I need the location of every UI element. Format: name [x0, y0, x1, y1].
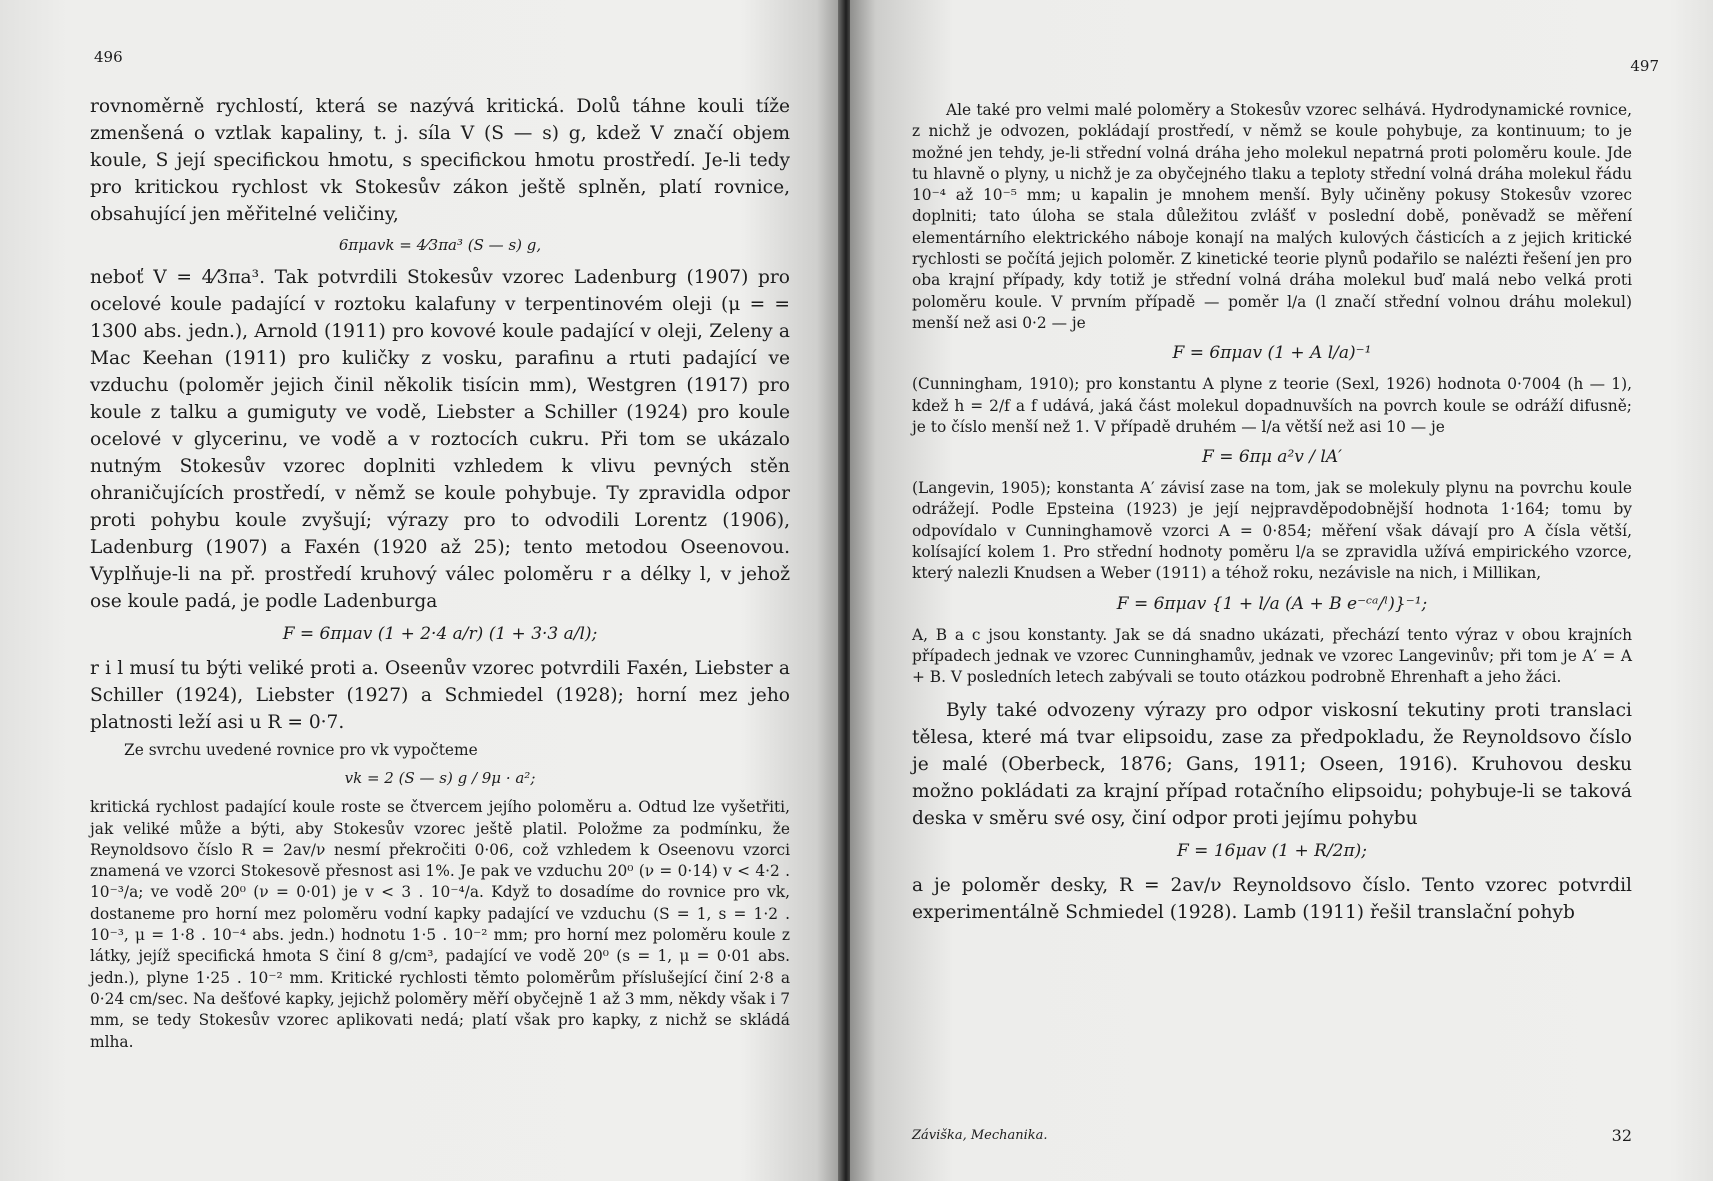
paragraph: (Cunningham, 1910); pro konstantu A plyne z teorie (Sexl, 1926) hodnota 0·7004 (h — 1), kdež h = 2/f a f udává, jaká část molekul dopadnuvších na povrch koule se odráží difusně; je to číslo menší než 1. V případě druhém — l/a větší než asi 10 — je	[912, 375, 1632, 436]
equation: F = 6πμ a²v / lA′	[1202, 447, 1342, 468]
equation: F = 16μav (1 + R/2π);	[1176, 840, 1368, 861]
left-page	[0, 0, 842, 1181]
right-page-text	[912, 100, 1632, 926]
paragraph: A, B a c jsou konstanty. Jak se dá snadno ukázati, přechází tento výraz v obou krajních případech jednak ve vzorec Cunninghamův, jednak ve vzorec Langevinův; při tom je A′ = A + B. V posledních letech zabývali se touto otázkou podrobně Ehrenhaft a jeho žáci.	[912, 625, 1632, 687]
equation: F = 6πμav {1 + l/a (A + B e⁻ᶜᵃ/ˡ)}⁻¹;	[1116, 593, 1428, 614]
right-page	[850, 0, 1713, 1181]
page-footer	[912, 1128, 1632, 1143]
paragraph: (Langevin, 1905); konstanta A′ závisí zase na tom, jak se molekuly plynu na povrchu koule odrážejí. Podle Epsteina (1923) je její nejpravděpodobnější hodnota 1·164; tomu by odpovídalo v Cunninghamově vzorci A = 0·854; měření však dávají pro A čísla větší, kolísající kolem 1. Pro střední hodnoty poměru l/a se zpravidla užívá empirického vzorce, který nalezli Knudsen a Weber (1911) a téhož roku, nezávisle na nich, i Millikan,	[912, 479, 1632, 583]
equation: F = 6πμav (1 + 2·4 a/r) (1 + 3·3 a/l);	[282, 624, 598, 644]
equation: 6πμavk = 4⁄3πa³ (S — s) g,	[338, 236, 542, 254]
page-number: 497	[1630, 57, 1659, 75]
paragraph: Ale také pro velmi malé poloměry a Stokesův vzorec selhává. Hydrodynamické rovnice, z nichž je odvozen, pokládají prostředí, v němž se koule pohybuje, za kontinuum; to je možné jen tehdy, je-li střední volná dráha jeho molekul nepatrná proti poloměru koule. Jde tu hlavně o plyny, u nichž je za obyčejného tlaku a teploty střední volná dráha molekul řádu 10⁻⁴ až 10⁻⁵ mm; u kapalin je mnohem menší. Byly učiněny pokusy Stokesův vzorec doplniti; tato úloha se stala důležitou zvlášť v poslední době, poněvadž se měření elementárního elektrického náboje konají na malých kulových částicích a z jejich kritické rychlosti se počítá jejich poloměr. Z kinetické teorie plynů podařilo se nalézti řešení jen pro oba krajní případy, kdy totiž je střední volná dráha molekul buď malá nebo velká proti poloměru koule. V prvním případě — poměr l/a (l značí střední volnou dráhu molekul) menší než asi 0·2 — je	[912, 101, 1632, 332]
left-page-text	[90, 93, 790, 1053]
paragraph: r i l musí tu býti veliké proti a. Oseenův vzorec potvrdili Faxén, Liebster a Schiller (1924), Liebster (1927) a Schmiedel (1928); horní mez jeho platnosti leží asi u R = 0·7.	[90, 658, 790, 733]
footer-signature: 32	[1611, 1126, 1632, 1145]
equation: F = 6πμav (1 + A l/a)⁻¹	[1172, 343, 1372, 364]
paragraph: kritická rychlost padající koule roste se čtvercem jejího poloměru a. Odtud lze vyšetřiti, jak veliké může a býti, aby Stokesův vzorec ještě platil. Položme za podmínku, že Reynoldsovo číslo R = 2av/ν nesmí překročiti 0·06, což vzhledem k Oseenovu vzorci znamená ve vzorci Stokesově přesnost asi 1%. Je pak ve vzduchu 20⁰ (ν = 0·14) v < 4·2 . 10⁻³/a; ve vodě 20⁰ (ν = 0·01) je v < 3 . 10⁻⁴/a. Když to dosadíme do rovnice pro vk, dostaneme pro horní mez poloměru vodní kapky padající ve vzduchu (S = 1, s = 1·2 . 10⁻³, μ = 1·8 . 10⁻⁴ abs. jedn.) hodnotu 1·5 . 10⁻² mm; pro horní mez poloměru koule z látky, jejíž specifická hmota S činí 8 g/cm³, padající ve vodě 20⁰ (s = 1, μ = 0·01 abs. jedn.), plyne 1·25 . 10⁻² mm. Kritické rychlosti těmto poloměrům příslušející činí 2·8 a 0·24 cm/sec. Na dešťové kapky, jejichž poloměry měří obyčejně 1 až 3 mm, někdy však i 7 mm, se tedy Stokesův vzorec aplikovati nedá; platí však pro kapky, z nichž se skládá mlha.	[90, 798, 790, 1051]
paragraph: a je poloměr desky, R = 2av/ν Reynoldsovo číslo. Tento vzorec potvrdil experimentálně Schmiedel (1928). Lamb (1911) řešil translační pohyb	[912, 874, 1632, 923]
paragraph: rovnoměrně rychlostí, která se nazývá kritická. Dolů táhne kouli tíže zmenšená o vztlak kapaliny, t. j. síla V (S — s) g, kdež V značí objem koule, S její specifickou hmotu, s specifickou hmotu prostředí. Je-li tedy pro kritickou rychlost vk Stokesův zákon ještě splněn, platí rovnice, obsahující jen měřitelné veličiny,	[90, 96, 790, 225]
paragraph: Byly také odvozeny výrazy pro odpor viskosní tekutiny proti translaci tělesa, které má tvar elipsoidu, zase za předpokladu, že Reynoldsovo číslo je malé (Oberbeck, 1876; Gans, 1911; Oseen, 1916). Kruhovou desku možno pokládati za krajní případ rotačního elipsoidu; pohybuje-li se taková deska v směru své osy, činí odpor proti jejímu pohybu	[912, 699, 1632, 829]
page-number: 496	[94, 48, 123, 66]
footer-author: Záviška, Mechanika.	[912, 1128, 1048, 1143]
paragraph: neboť V = 4⁄3πa³. Tak potvrdili Stokesův vzorec Ladenburg (1907) pro ocelové koule padající v roztoku kalafuny v terpentinovém oleji (μ = = 1300 abs. jedn.), Arnold (1911) pro kovové koule padající v oleji, Zeleny a Mac Keehan (1911) pro kuličky z vosku, parafinu a rtuti padající ve vzduchu (poloměr jejich činil několik tisícin mm), Westgren (1917) pro koule z talku a gumiguty ve vodě, Liebster a Schiller (1924) pro koule ocelové v glycerinu, ve vodě a v roztocích cukru. Při tom se ukázalo nutným Stokesův vzorec doplniti vzhledem k vlivu pevných stěn ohraničujících prostředí, v němž se koule pohybuje. Ty zpravidla odpor proti pohybu koule zvyšují; výrazy pro to odvodili Lorentz (1906), Ladenburg (1907) a Faxén (1920 až 25); tento metodou Oseenovou. Vyplňuje-li na př. prostředí kruhový válec poloměru r a délky l, v jehož ose koule padá, je podle Ladenburga	[90, 267, 790, 612]
equation: vk = 2 (S — s) g / 9μ · a²;	[344, 769, 536, 788]
paragraph: Ze svrchu uvedené rovnice pro vk vypočteme	[124, 741, 478, 759]
